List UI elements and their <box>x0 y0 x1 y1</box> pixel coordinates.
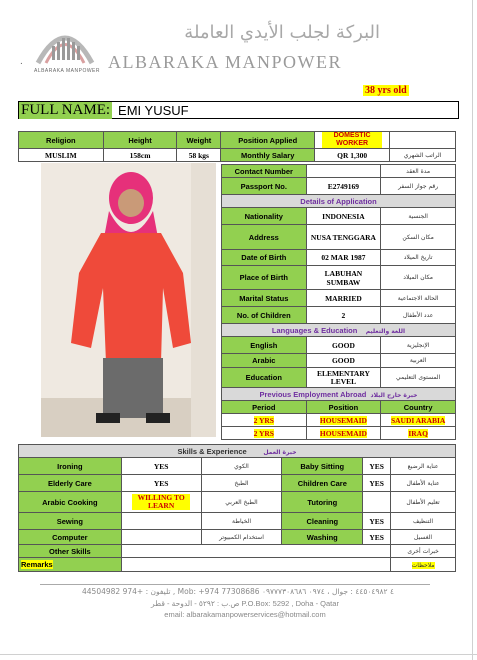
dot-mark: . <box>20 56 23 67</box>
english-label: English <box>222 337 307 354</box>
skill-arabic-cooking-arabic: الطبخ العربي <box>201 492 282 513</box>
passport-label: Passport No. <box>222 178 307 195</box>
salary-value: QR 1,300 <box>315 149 390 162</box>
skill-tutoring-label: Tutoring <box>282 492 363 513</box>
skill-cleaning-value: YES <box>363 513 391 530</box>
pob-label: Place of Birth <box>222 266 307 290</box>
height-value: 158cm <box>103 149 177 162</box>
skill-ironing-value: YES <box>121 458 201 475</box>
page-edge-bottom <box>0 654 477 655</box>
remarks-label: Remarks <box>21 560 53 569</box>
language-section-title: Languages & Education اللغة والتعليم <box>222 324 456 337</box>
skill-washing-arabic: الغسيل <box>391 530 456 545</box>
pob-value: LABUHAN SUMBAW <box>306 266 381 290</box>
skill-elderly-value: YES <box>121 475 201 492</box>
employment-row-1-position: HOUSEMAID <box>306 414 381 427</box>
weight-header: Weight <box>177 132 221 149</box>
address-label: Address <box>222 225 307 250</box>
position-header: Position Applied <box>221 132 315 149</box>
skills-table <box>18 444 456 572</box>
employment-row-2-country: IRAQ <box>381 427 456 440</box>
marital-arabic: الحالة الاجتماعية <box>381 290 456 307</box>
skill-cleaning-arabic: التنظيف <box>391 513 456 530</box>
country-header: Country <box>381 401 456 414</box>
company-name-arabic: البركة لجلب الأيدي العاملة <box>184 22 380 43</box>
religion-header: Religion <box>19 132 104 149</box>
skill-washing-label: Washing <box>282 530 363 545</box>
nationality-label: Nationality <box>222 208 307 225</box>
english-value: GOOD <box>306 337 381 354</box>
skill-ironing-label: Ironing <box>19 458 122 475</box>
page-edge-right <box>472 0 473 660</box>
religion-value: MUSLIM <box>19 149 104 162</box>
full-name-row <box>18 101 459 119</box>
other-skills-value <box>121 545 390 558</box>
employment-row-2-period: 2 YRS <box>222 427 307 440</box>
skill-elderly-label: Elderly Care <box>19 475 122 492</box>
remarks-value <box>121 558 390 572</box>
arabic-label: Arabic <box>222 354 307 368</box>
skill-cleaning-label: Cleaning <box>282 513 363 530</box>
employment-row-2-position: HOUSEMAID <box>306 427 381 440</box>
contact-arabic: مدة العقد <box>381 165 456 178</box>
applicant-photo <box>41 163 216 437</box>
address-value: NUSA TENGGARA <box>306 225 381 250</box>
logo-caption: ALBARAKA MANPOWER <box>33 68 100 74</box>
skill-arabic-cooking-value: WILLING TO LEARN <box>132 494 190 510</box>
dob-arabic: تاريخ الميلاد <box>381 250 456 266</box>
dob-value: 02 MAR 1987 <box>306 250 381 266</box>
skill-sewing-value <box>121 513 201 530</box>
footer-address: ص.ب : ٥٢٩٢ - الدوحة - قطر P.O.Box: 5292 , Doha - Qatar <box>151 599 339 608</box>
children-arabic: عدد الأطفال <box>381 307 456 324</box>
age-tag: 38 yrs old <box>365 85 407 96</box>
pob-arabic: مكان الميلاد <box>381 266 456 290</box>
nationality-value: INDONESIA <box>306 208 381 225</box>
albaraka-logo-icon <box>30 18 100 68</box>
education-label: Education <box>222 368 307 388</box>
other-skills-label: Other Skills <box>19 545 122 558</box>
position-value: DOMESTIC WORKER <box>322 132 382 148</box>
nationality-arabic: الجنسية <box>381 208 456 225</box>
position-value-cell <box>315 132 390 149</box>
children-label: No. of Children <box>222 307 307 324</box>
contact-value <box>306 165 381 178</box>
skill-arabic-cooking-label: Arabic Cooking <box>19 492 122 513</box>
employment-section-title: Previous Employment Abroad خبرة خارج البلاد <box>222 388 456 401</box>
english-arabic: الإنجليزية <box>381 337 456 354</box>
application-section-title: Details of Application <box>222 195 456 208</box>
passport-arabic: رقم جواز السفر <box>381 178 456 195</box>
education-arabic: المستوى التعليمي <box>381 368 456 388</box>
footer-phone: تليفون : +974 44504982 , Mob: +974 77308686 ۰۹۷٤ ٤٤٥٠٤٩٨٢ : جوال ، ۰۹۷٤ ٧٧٣٠٨٦٨٦ <box>82 587 394 596</box>
skill-computer-label: Computer <box>19 530 122 545</box>
full-name-value: EMI YUSUF <box>118 102 189 118</box>
footer-email: email: albarakamanpowerservices@hotmail.com <box>164 610 326 619</box>
skill-childcare-label: Children Care <box>282 475 363 492</box>
arabic-arabic: العربية <box>381 354 456 368</box>
footer-divider <box>40 584 430 585</box>
skill-computer-arabic: استخدام الكمبيوتر <box>201 530 282 545</box>
skill-childcare-arabic: عناية الأطفال <box>391 475 456 492</box>
salary-arabic: الراتب الشهري <box>390 149 456 162</box>
education-value: ELEMENTARY LEVEL <box>306 368 381 388</box>
skill-ironing-arabic: الكوي <box>201 458 282 475</box>
other-skills-arabic: خبرات أخرى <box>391 545 456 558</box>
skills-section-title: Skills & Experience خبرة العمل <box>19 445 456 458</box>
skill-babysitting-value: YES <box>363 458 391 475</box>
skill-computer-value <box>121 530 201 545</box>
remarks-arabic-cell <box>391 558 456 572</box>
position-col-header: Position <box>306 401 381 414</box>
children-value: 2 <box>306 307 381 324</box>
dob-label: Date of Birth <box>222 250 307 266</box>
period-header: Period <box>222 401 307 414</box>
empty-cell <box>390 132 456 149</box>
skill-tutoring-arabic: تعليم الأطفال <box>391 492 456 513</box>
remarks-arabic: ملاحظات <box>411 562 435 569</box>
skill-washing-value: YES <box>363 530 391 545</box>
basic-info-table <box>18 131 456 162</box>
passport-value: E2749169 <box>306 178 381 195</box>
contact-label: Contact Number <box>222 165 307 178</box>
marital-label: Marital Status <box>222 290 307 307</box>
weight-value: 58 kgs <box>177 149 221 162</box>
full-name-label: FULL NAME: <box>21 101 111 118</box>
skill-babysitting-label: Baby Sitting <box>282 458 363 475</box>
skill-elderly-arabic: الطبخ <box>201 475 282 492</box>
marital-value: MARRIED <box>306 290 381 307</box>
remarks-label-cell <box>19 558 122 572</box>
height-header: Height <box>103 132 177 149</box>
skill-tutoring-value <box>363 492 391 513</box>
salary-label: Monthly Salary <box>221 149 315 162</box>
address-arabic: مكان السكن <box>381 225 456 250</box>
skill-arabic-cooking-value-cell <box>121 492 201 513</box>
skill-childcare-value: YES <box>363 475 391 492</box>
details-table <box>221 164 456 440</box>
skill-sewing-arabic: الخياطة <box>201 513 282 530</box>
skill-sewing-label: Sewing <box>19 513 122 530</box>
employment-row-1-country: SAUDI ARABIA <box>381 414 456 427</box>
company-name-english: ALBARAKA MANPOWER <box>108 52 343 72</box>
employment-row-1-period: 2 YRS <box>222 414 307 427</box>
arabic-value: GOOD <box>306 354 381 368</box>
skill-babysitting-arabic: عناية الرضيع <box>391 458 456 475</box>
